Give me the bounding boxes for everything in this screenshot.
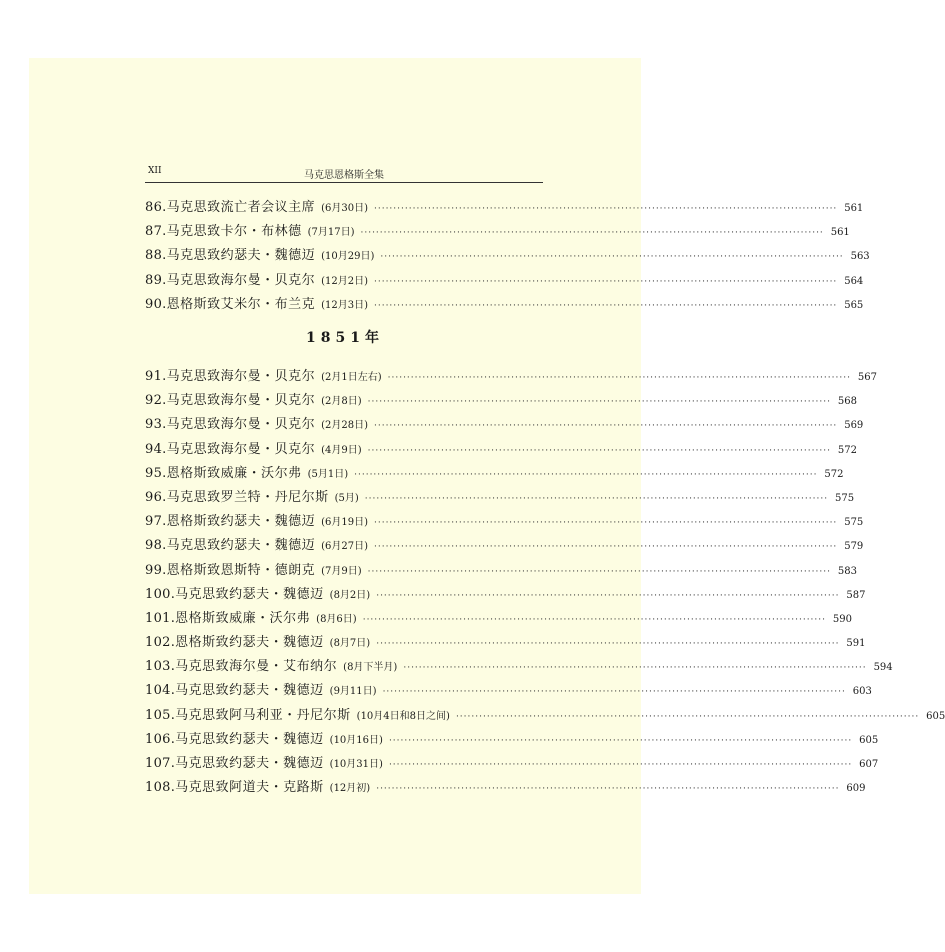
entry-page-number: 583 — [837, 565, 857, 577]
entry-number: 106. — [145, 731, 176, 747]
entry-number: 94. — [145, 441, 167, 457]
entry-date: (7月17日) — [307, 227, 355, 239]
entry-date: (12月2日) — [321, 275, 368, 287]
entry-page-number: 587 — [846, 589, 866, 601]
entry-page-number: 579 — [844, 541, 864, 553]
entry-title: 马克思致海尔曼・贝克尔 — [166, 441, 316, 457]
toc-entry[interactable] — [145, 413, 864, 437]
dot-leader: ························································································································ — [376, 590, 840, 601]
entry-date: (6月19日) — [321, 517, 368, 529]
dot-leader: ························································································································ — [382, 687, 846, 698]
dot-leader: ························································································································ — [373, 276, 838, 287]
entry-title: 恩格斯致威廉・沃尔弗 — [166, 465, 302, 481]
dot-leader: ························································································································ — [367, 445, 831, 456]
entry-page-number: 567 — [857, 372, 877, 383]
toc-entry[interactable] — [145, 462, 844, 486]
entry-date: (10月16日) — [329, 734, 383, 746]
entry-number: 102. — [145, 635, 176, 651]
entry-date: (12月3日) — [321, 299, 368, 311]
entry-date: (10月31日) — [329, 759, 383, 770]
entry-page-number: 605 — [859, 734, 879, 746]
dot-leader: ························································································································ — [373, 542, 838, 553]
entry-date: (2月28日) — [321, 420, 368, 432]
dot-leader: ························································································································ — [373, 421, 838, 432]
entry-number: 105. — [145, 707, 176, 723]
dot-leader: ························································································································ — [367, 397, 831, 408]
entry-title: 马克思致海尔曼・贝克尔 — [166, 272, 316, 288]
entry-number: 86. — [145, 200, 167, 215]
entry-title: 马克思致流亡者会议主席 — [166, 200, 316, 215]
dot-leader: ························································································································ — [403, 663, 867, 674]
entry-date: (9月11日) — [329, 686, 377, 698]
entry-number: 93. — [145, 417, 167, 433]
entry-number: 96. — [145, 489, 167, 505]
entry-page-number: 591 — [846, 638, 866, 650]
entry-date: (2月8日) — [321, 396, 362, 408]
entry-number: 107. — [145, 756, 176, 771]
entry-number: 88. — [145, 248, 167, 264]
entry-number: 89. — [145, 272, 167, 288]
dot-leader: ························································································································ — [387, 373, 851, 383]
entry-title: 马克思致约瑟夫・魏德迈 — [175, 586, 324, 602]
toc-entry[interactable] — [145, 655, 893, 679]
entry-page-number: 572 — [824, 468, 844, 480]
entry-page-number: 561 — [830, 227, 850, 239]
dot-leader: ························································································································ — [373, 300, 838, 311]
entry-number: 99. — [145, 562, 167, 578]
entry-title: 恩格斯致威廉・沃尔弗 — [175, 610, 311, 626]
entry-date: (8月2日) — [329, 589, 371, 601]
entry-page-number: 575 — [844, 517, 864, 529]
entry-title: 马克思致约瑟夫・魏德迈 — [166, 538, 316, 554]
entry-page-number: 609 — [846, 783, 866, 795]
entry-page-number: 575 — [834, 492, 855, 504]
entry-date: (4月9日) — [321, 444, 362, 456]
entry-page-number: 565 — [844, 299, 864, 311]
entry-date: (5月1日) — [307, 468, 349, 480]
entry-title: 马克思致罗兰特・丹尼尔斯 — [166, 489, 329, 505]
entry-page-number: 561 — [844, 203, 864, 214]
entry-number: 101. — [145, 610, 176, 626]
entry-page-number: 563 — [850, 251, 870, 263]
dot-leader: ························································································································ — [388, 760, 853, 770]
entry-title: 马克思致约瑟夫・魏德迈 — [166, 248, 316, 264]
entry-page-number: 594 — [873, 662, 893, 674]
dot-leader: ························································································································ — [373, 204, 838, 214]
entry-page-number: 605 — [926, 710, 945, 722]
entry-title: 马克思致约瑟夫・魏德迈 — [175, 683, 324, 699]
toc-entry[interactable] — [145, 365, 877, 389]
dot-leader: ························································································································ — [388, 735, 853, 746]
entry-number: 97. — [145, 514, 167, 530]
dot-leader: ························································································································ — [376, 784, 840, 795]
header-page-number: XII — [148, 166, 162, 176]
dot-leader: ························································································································ — [376, 639, 840, 650]
entry-date: (10月29日) — [321, 251, 375, 263]
entry-number: 104. — [145, 683, 176, 699]
entry-title: 恩格斯致艾米尔・布兰克 — [166, 296, 316, 312]
dot-leader: ························································································································ — [380, 252, 844, 263]
entry-date: (6月30日) — [321, 203, 368, 214]
dot-leader: ························································································································ — [373, 518, 838, 529]
entry-date: (8月7日) — [329, 638, 371, 650]
entry-title: 马克思致阿道夫・克路斯 — [175, 780, 324, 796]
dot-leader: ························································································································ — [362, 614, 827, 625]
entry-page-number: 590 — [832, 613, 853, 625]
toc-entry[interactable] — [145, 679, 872, 703]
entry-title: 马克思致约瑟夫・魏德迈 — [175, 756, 324, 771]
entry-number: 91. — [145, 369, 167, 384]
entry-date: (8月6日) — [316, 613, 357, 625]
toc-entry[interactable] — [145, 752, 879, 776]
toc-entry[interactable] — [145, 559, 857, 583]
entry-page-number: 603 — [852, 686, 872, 698]
toc-entry[interactable] — [145, 486, 855, 510]
toc-entry[interactable] — [145, 244, 870, 268]
toc-list-1851 — [145, 365, 945, 800]
entry-date: (2月1日左右) — [321, 372, 382, 383]
entry-number: 100. — [145, 586, 176, 602]
entry-number: 87. — [145, 224, 167, 240]
entry-number: 98. — [145, 538, 167, 554]
toc-entry[interactable] — [145, 728, 879, 752]
entry-date: (12月初) — [329, 783, 371, 795]
toc-entry[interactable] — [145, 776, 866, 800]
dot-leader: ························································································································ — [455, 711, 920, 722]
entry-title: 马克思致海尔曼・贝克尔 — [166, 417, 316, 433]
entry-title: 马克思致海尔曼・贝克尔 — [166, 369, 316, 384]
entry-date: (5月) — [334, 492, 359, 504]
dot-leader: ························································································································ — [364, 493, 829, 504]
entry-title: 马克思致海尔曼・艾布纳尔 — [175, 659, 338, 675]
entry-date: (10月4日和8日之间) — [356, 710, 450, 722]
entry-title: 马克思致约瑟夫・魏德迈 — [175, 731, 324, 747]
entry-date: (7月9日) — [321, 565, 362, 577]
toc-entry[interactable] — [145, 293, 864, 317]
entry-page-number: 568 — [837, 396, 857, 408]
entry-page-number: 572 — [837, 444, 857, 456]
entry-number: 108. — [145, 780, 176, 796]
running-header — [145, 164, 543, 183]
header-book-title: 马克思恩格斯全集 — [304, 170, 384, 181]
entry-page-number: 607 — [859, 759, 879, 770]
dot-leader: ························································································································ — [360, 228, 824, 239]
entry-title: 马克思致阿马利亚・丹尼尔斯 — [175, 707, 351, 723]
toc-entry[interactable] — [145, 607, 853, 631]
entry-date: (8月下半月) — [343, 662, 398, 674]
toc-entry[interactable] — [145, 534, 864, 558]
entry-number: 90. — [145, 296, 167, 312]
entry-date: (6月27日) — [321, 541, 368, 553]
toc-entry[interactable] — [145, 510, 864, 534]
toc-entry[interactable] — [145, 583, 866, 607]
dot-leader: ························································································································ — [367, 566, 831, 577]
entry-number: 92. — [145, 393, 167, 409]
entry-number: 103. — [145, 659, 176, 675]
toc-entry[interactable] — [145, 196, 864, 220]
toc-list-1850 — [145, 196, 870, 317]
entry-title: 马克思致海尔曼・贝克尔 — [166, 393, 316, 409]
toc-entry[interactable] — [145, 438, 857, 462]
entry-title: 恩格斯致恩斯特・德朗克 — [166, 562, 316, 578]
dot-leader: ························································································································ — [354, 469, 818, 480]
toc-entry[interactable] — [145, 269, 864, 293]
toc-entry[interactable] — [145, 389, 857, 413]
entry-page-number: 569 — [844, 420, 864, 432]
entry-page-number: 564 — [844, 275, 864, 287]
entry-number: 95. — [145, 465, 167, 481]
section-year-heading: 1851年 — [306, 330, 384, 346]
toc-entry[interactable] — [145, 631, 866, 655]
toc-entry[interactable] — [145, 220, 850, 244]
entry-title: 恩格斯致约瑟夫・魏德迈 — [166, 514, 316, 530]
toc-entry[interactable] — [145, 704, 945, 728]
entry-title: 马克思致卡尔・布林德 — [166, 224, 302, 240]
entry-title: 恩格斯致约瑟夫・魏德迈 — [175, 635, 324, 651]
